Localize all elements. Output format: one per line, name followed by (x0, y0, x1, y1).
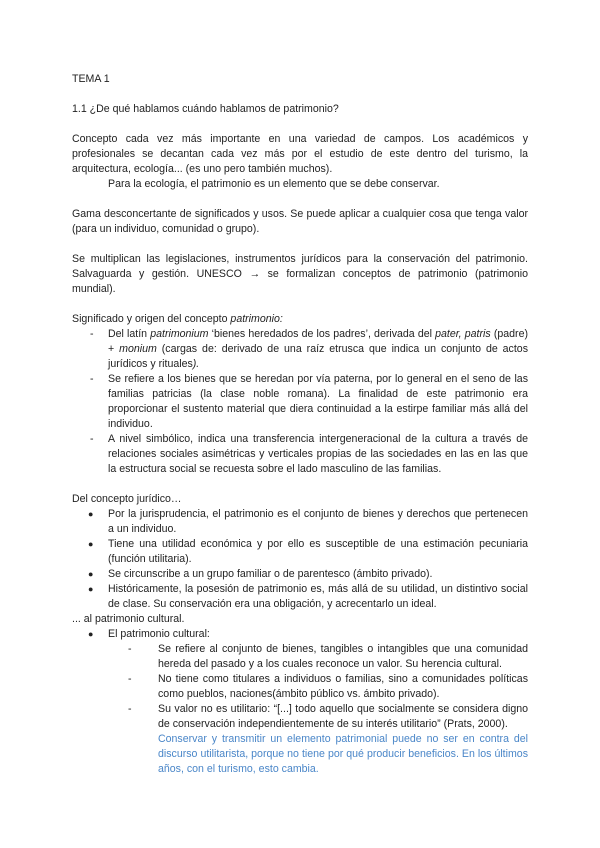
list-item (88, 582, 528, 612)
cult-item-3-blue-note: Conservar y transmitir un elemento patrimonial puede no ser en contra del discurso utilitarista, porque no tiene por qué producir beneficios. En los últimos años, con el turismo, esto cambia. (158, 733, 528, 775)
list-item (90, 372, 528, 432)
tema-heading: TEMA 1 (72, 73, 110, 85)
bullet-marker: ● (88, 584, 94, 594)
list-item (88, 567, 528, 582)
jur-item-3: Se circunscribe a un grupo familiar o de parentesco (ámbito privado). (108, 568, 433, 580)
sig-item-1-b: patrimonium (150, 328, 209, 340)
paragraph-1: Concepto cada vez más importante en una variedad de campos. Los académicos y profesionales se decantan cada vez más por el estudio de este dentro del turismo, la arquitectura, ecología... (es uno pero también muchos). (72, 133, 528, 175)
section-title: 1.1 ¿De qué hablamos cuándo hablamos de patrimonio? (72, 103, 339, 115)
bullet-marker: ● (88, 509, 94, 519)
paragraph-3: Se multiplican las legislaciones, instrumentos jurídicos para la conservación del patrimonio. Salvaguarda y gestión. UNESCO → se formalizan conceptos de patrimonio (patrimonio mundial). (72, 253, 528, 295)
sig-item-1-f: monium (119, 343, 157, 355)
cultural-bullet: El patrimonio cultural: (108, 628, 210, 640)
dash-marker: - (90, 328, 94, 340)
jur-item-2: Tiene una utilidad económica y por ello es susceptible de una estimación pecuniaria (función utilitaria). (108, 538, 528, 565)
list-item (88, 507, 528, 537)
sig-item-1-g: (cargas de: derivado de una raíz etrusca que indica un conjunto de actos jurídicos y rituales (108, 343, 528, 370)
sig-item-2: Se refiere a los bienes que se heredan por vía paterna, por lo general en el seno de las familias patricias (la clase noble romana). La finalidad de este patrimonio era proporcionar el sustento material que diera continuidad a la estirpe familiar más allá del individuo. (108, 373, 528, 430)
dash-marker: - (90, 433, 94, 445)
list-item (90, 327, 528, 372)
significado-heading-text: Significado y origen del concepto (72, 313, 231, 325)
jur-item-1: Por la jurisprudencia, el patrimonio es el conjunto de bienes y derechos que pertenecen a un individuo. (108, 508, 528, 535)
dash-marker: - (90, 373, 94, 385)
list-item (90, 432, 528, 477)
sig-item-1 (108, 327, 528, 372)
sig-item-1-c: ‘bienes heredados de los padres’, derivada del (208, 328, 436, 340)
dash-marker: - (128, 643, 132, 655)
bullet-marker: ● (88, 569, 94, 579)
list-item (128, 672, 528, 702)
dash-marker: - (128, 673, 132, 685)
sig-item-1-d: pater, patris (435, 328, 491, 340)
paragraph-1b: Para la ecología, el patrimonio es un elemento que se debe conservar. (108, 178, 440, 190)
sig-item-1-e: (padre) + (108, 328, 528, 355)
cult-item-2: No tiene como titulares a individuos o familias, sino a comunidades políticas como pueblos, naciones(ámbito público vs. ámbito privado). (158, 673, 528, 700)
cult-item-3: Su valor no es utilitario: “[...] todo aquello que socialmente se considera digno de conservación independientemente de su interés utilitario” (Prats, 2000). (158, 703, 528, 730)
jur-item-4: Históricamente, la posesión de patrimonio es, más allá de su utilidad, un distintivo social de clase. Su conservación era una obligación, y acrecentarlo un ideal. (108, 583, 528, 610)
sig-item-1-a: Del latín (108, 328, 151, 340)
list-item (128, 642, 528, 672)
dash-marker: - (128, 703, 132, 715)
list-item (128, 702, 528, 777)
significado-heading-italic: patrimonio: (230, 313, 283, 325)
bullet-marker: ● (88, 539, 94, 549)
list-item (88, 537, 528, 567)
sig-item-3: A nivel simbólico, indica una transferencia intergeneracional de la cultura a través de relaciones sociales asimétricas y verticales propias de las sociedades en las en las que la estructura social se recuesta sobre el lado masculino de las familias. (108, 433, 528, 475)
bullet-marker: ● (88, 629, 94, 639)
juridico-heading: Del concepto jurídico… (72, 493, 182, 505)
sig-item-1-h: ). (192, 358, 200, 370)
cultural-heading: ... al patrimonio cultural. (72, 613, 185, 625)
list-item (88, 627, 528, 642)
paragraph-2: Gama desconcertante de significados y usos. Se puede aplicar a cualquier cosa que tenga valor (para un individuo, comunidad o grupo). (72, 208, 528, 235)
cult-item-1: Se refiere al conjunto de bienes, tangibles o intangibles que una comunidad hereda del pasado y a los cuales reconoce un valor. Su herencia cultural. (158, 643, 528, 670)
significado-heading (72, 312, 528, 327)
